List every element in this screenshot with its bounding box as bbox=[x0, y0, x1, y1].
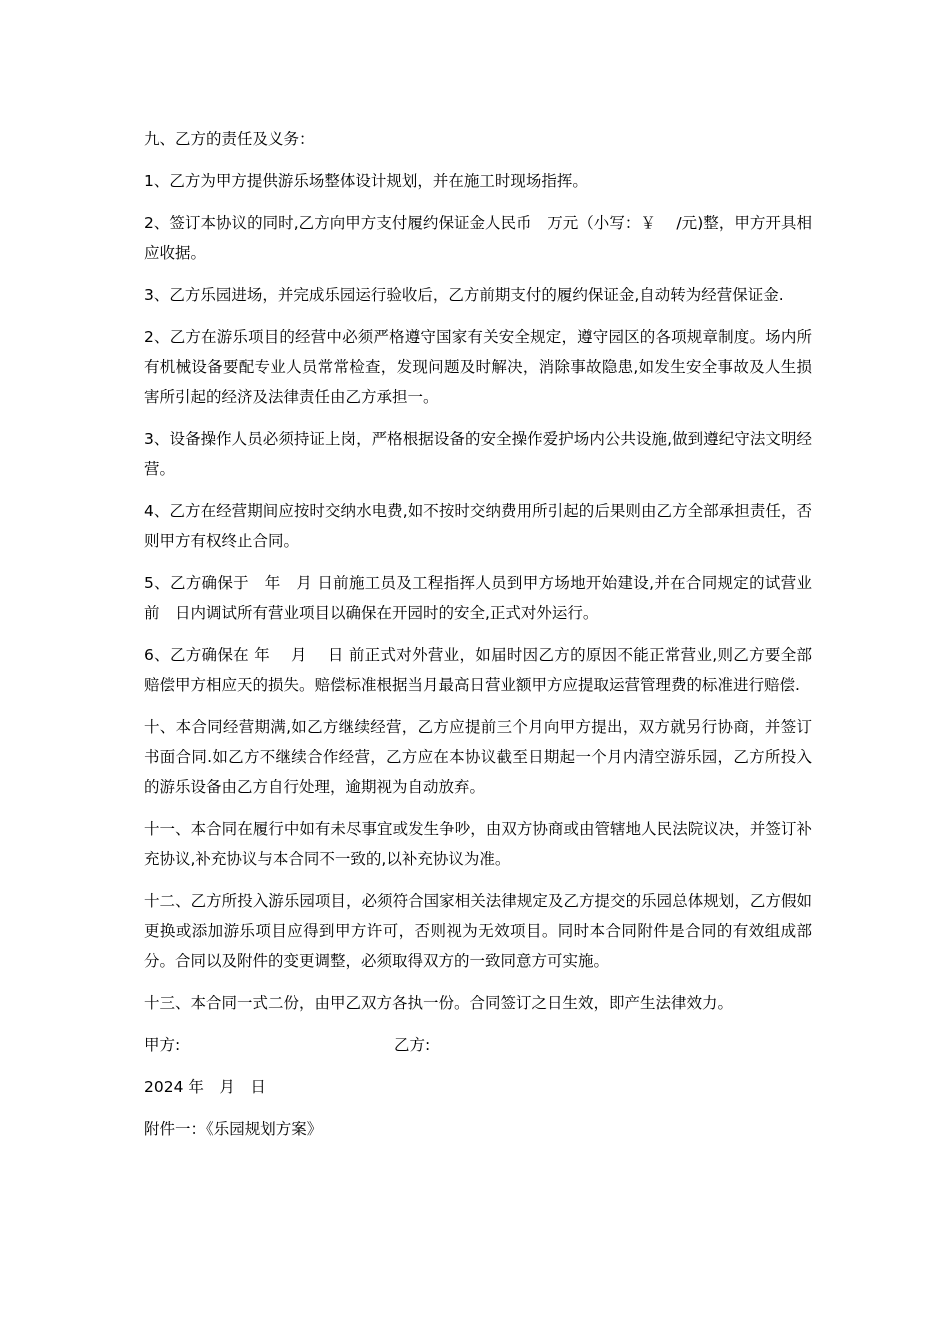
section-11: 十一、本合同在履行中如有未尽事宜或发生争吵，由双方协商或由管辖地人民法院议决，并签订补充协议,补充协议与本合同不一致的,以补充协议为准。 bbox=[144, 820, 812, 868]
party-a-label: 甲方: bbox=[144, 1036, 181, 1054]
clause-2-deposit: 2、签订本协议的同时,乙方向甲方支付履约保证金人民币 万元（小写：￥ /元)整，甲方开具相应收据。 bbox=[144, 214, 812, 262]
section-13: 十三、本合同一式二份，由甲乙双方各执一份。合同签订之日生效，即产生法律效力。 bbox=[144, 994, 734, 1012]
section-12: 十二、乙方所投入游乐园项目，必须符合国家相关法律规定及乙方提交的乐园总体规划，乙方假如更换或添加游乐项目应得到甲方许可，否则视为无效项目。同时本合同附件是合同的有效组成部分。合同以及附件的变更调整，必须取得双方的一致同意方可实施。 bbox=[144, 892, 812, 970]
clause-operators: 3、设备操作人员必须持证上岗，严格根据设备的安全操作爱护场内公共设施,做到遵纪守法文明经营。 bbox=[144, 430, 812, 478]
clause-safety: 2、乙方在游乐项目的经营中必须严格遵守国家有关安全规定，遵守园区的各项规章制度。场内所有机械设备要配专业人员常常检查，发现问题及时解决，消除事故隐患,如发生安全事故及人生损害所引起的经济及法律责任由乙方承担一。 bbox=[144, 328, 812, 406]
attachment-line: 附件一：《乐园规划方案》 bbox=[144, 1120, 323, 1138]
section-10: 十、本合同经营期满,如乙方继续经营，乙方应提前三个月向甲方提出，双方就另行协商，并签订书面合同.如乙方不继续合作经营，乙方应在本协议截至日期起一个月内清空游乐园，乙方所投入的游乐设备由乙方自行处理，逾期视为自动放弃。 bbox=[144, 718, 812, 796]
party-b-label: 乙方: bbox=[394, 1036, 431, 1054]
section-9-heading: 九、乙方的责任及义务： bbox=[144, 130, 315, 148]
signature-row bbox=[144, 1030, 812, 1060]
clause-3-deposit-conversion: 3、乙方乐园进场，并完成乐园运行验收后，乙方前期支付的履约保证金,自动转为经营保证金. bbox=[144, 286, 784, 304]
clause-1: 1、乙方为甲方提供游乐场整体设计规划，并在施工时现场指挥。 bbox=[144, 172, 588, 190]
clause-opening-date: 6、乙方确保在 年 月 日 前正式对外营业，如届时因乙方的原因不能正常营业,则乙方要全部赔偿甲方相应天的损失。赔偿标准根据当月最高日营业额甲方应提取运营管理费的标准进行赔偿. bbox=[144, 646, 812, 694]
contract-body bbox=[144, 124, 812, 1156]
clause-utilities: 4、乙方在经营期间应按时交纳水电费,如不按时交纳费用所引起的后果则由乙方全部承担责任，否则甲方有权终止合同。 bbox=[144, 502, 812, 550]
date-line: 2024 年 月 日 bbox=[144, 1078, 266, 1096]
clause-construction-schedule: 5、乙方确保于 年 月 日前施工员及工程指挥人员到甲方场地开始建设,并在合同规定的试营业前 日内调试所有营业项目以确保在开园时的安全,正式对外运行。 bbox=[144, 574, 812, 622]
